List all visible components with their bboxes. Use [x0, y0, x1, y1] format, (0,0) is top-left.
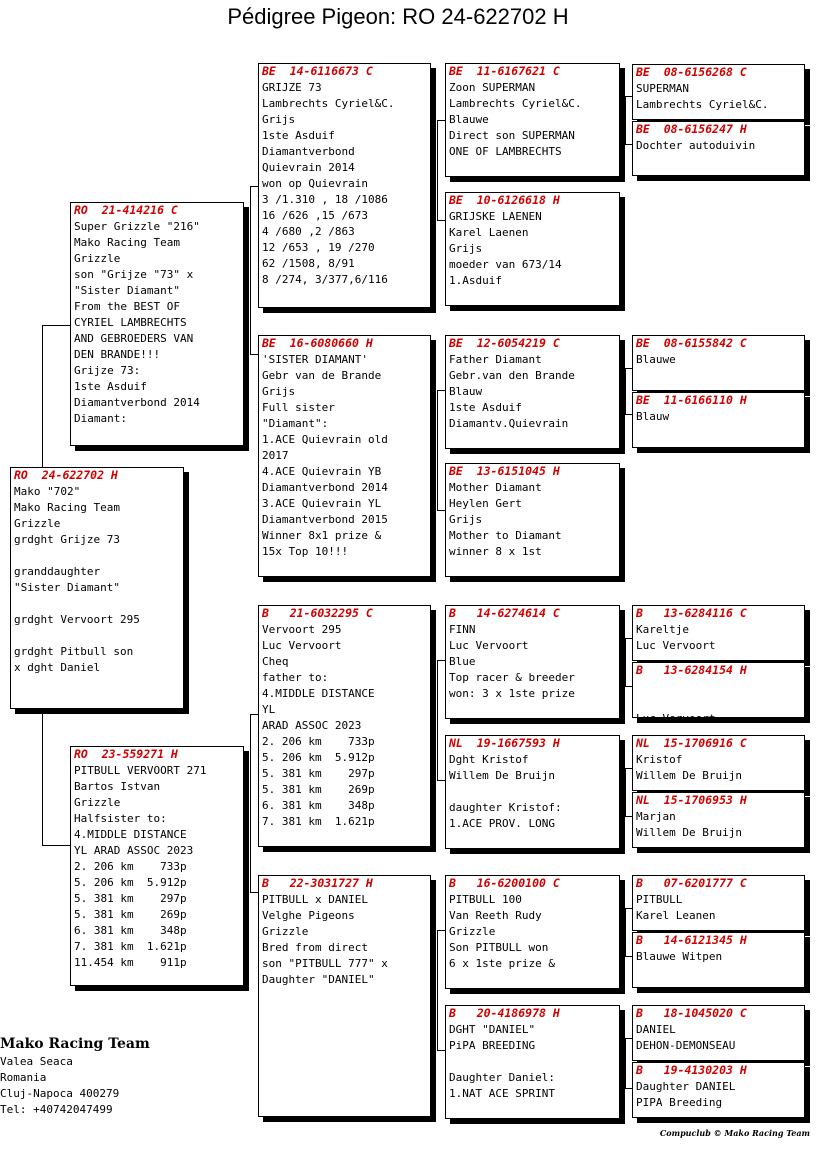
- pigeon-info-line: son "Grijze "73" x: [74, 268, 194, 281]
- pigeon-info-line: 1ste Asduif: [449, 401, 522, 414]
- connector-line: [250, 714, 251, 892]
- pigeon-info-line: [449, 1054, 616, 1070]
- pigeon-info-line: [449, 784, 616, 800]
- pigeon-info-line: Bartos Istvan: [74, 780, 161, 793]
- pigeon-card-gggs-10[interactable]: [632, 662, 805, 725]
- pigeon-info-line: YL: [262, 703, 276, 716]
- pigeon-info-line: 2017: [262, 449, 289, 462]
- pigeon-info-line: Daughter "DANIEL": [262, 973, 375, 986]
- pigeon-info-line: PIPA Breeding: [636, 1096, 723, 1109]
- pigeon-info-line: 62 /1508, 8/91: [262, 257, 355, 270]
- pigeon-info-line: 1ste Asduif: [262, 129, 335, 142]
- pigeon-info-line: Diamantverbond 2014: [74, 396, 200, 409]
- pigeon-info-line: PITBULL VERVOORT 271: [74, 764, 207, 777]
- connector-line: [437, 930, 438, 1050]
- pigeon-info-line: moeder van 673/14: [449, 258, 562, 271]
- pigeon-info-line: Grijs: [449, 242, 483, 255]
- pigeon-info-line: DANIEL: [636, 1023, 676, 1036]
- pigeon-info-line: Diamantverbond 2015: [262, 513, 388, 526]
- pigeon-info-line: [14, 548, 180, 564]
- connector-line: [250, 186, 251, 354]
- pigeon-info-line: 4 /680 ,2 /863: [262, 225, 355, 238]
- pigeon-info-line: DEN BRANDE!!!: [74, 348, 161, 361]
- pigeon-card-gggs-5[interactable]: [632, 335, 805, 391]
- ring-number: B 07-6201777 C: [636, 876, 747, 890]
- pigeon-info-line: winner 8 x 1st: [449, 545, 542, 558]
- pigeon-info-line: 2. 206 km 733p: [74, 860, 187, 873]
- pigeon-info-line: Willem De Bruijn: [449, 769, 555, 782]
- pigeon-info-line: From the BEST OF: [74, 300, 180, 313]
- pigeon-info-line: 4.MIDDLE DISTANCE: [74, 828, 187, 841]
- ring-number: B 19-4130203 H: [636, 1063, 747, 1077]
- ring-number: B 22-3031727 H: [262, 876, 373, 890]
- pigeon-info-line: Diamantv.Quievrain: [449, 417, 569, 430]
- pigeon-info-line: Mother Diamant: [449, 481, 542, 494]
- pigeon-card-ggs-5[interactable]: [445, 605, 620, 719]
- pigeon-info-line: "Diamant":: [262, 417, 329, 430]
- ring-number: RO 23-559271 H: [74, 747, 178, 761]
- pigeon-info-line: Gebr van de Brande: [262, 369, 382, 382]
- pigeon-info-line: Willem De Bruijn: [636, 769, 742, 782]
- pigeon-info-line: DEHON-DEMONSEAU: [636, 1039, 736, 1052]
- address-line: Valea Seaca: [0, 1055, 73, 1068]
- pigeon-info-line: grdght Grijze 73: [14, 533, 120, 546]
- pigeon-info-line: Luc Vervoort: [636, 712, 716, 725]
- pigeon-info-line: Full sister: [262, 401, 335, 414]
- pigeon-info-line: Blauwe: [636, 353, 676, 366]
- pigeon-info-line: Mother to Diamant: [449, 529, 562, 542]
- connector-line: [625, 368, 626, 414]
- pigeon-info-line: Mako Racing Team: [14, 501, 120, 514]
- connector-line: [42, 710, 43, 845]
- pigeon-card-subject[interactable]: [10, 467, 184, 709]
- ring-number: B 20-4186978 H: [449, 1006, 560, 1020]
- pigeon-info-line: CYRIEL LAMBRECHTS: [74, 316, 187, 329]
- pigeon-card-dam-sire[interactable]: [258, 605, 431, 847]
- connector-line: [42, 845, 72, 846]
- pigeon-info-line: [14, 596, 180, 612]
- pigeon-info-line: Blauw: [449, 385, 483, 398]
- address-line: Cluj-Napoca 400279: [0, 1087, 120, 1100]
- ring-number: B 18-1045020 C: [636, 1006, 747, 1020]
- pigeon-info-line: Heylen Gert: [449, 497, 522, 510]
- pigeon-info-line: 11.454 km 911p: [74, 956, 187, 969]
- pigeon-info-line: 7. 381 km 1.621p: [74, 940, 187, 953]
- pigeon-info-line: Grizzle: [74, 252, 121, 265]
- pigeon-info-line: Lambrechts Cyriel&C.: [449, 97, 582, 110]
- pigeon-info-line: 1ste Asduif: [74, 380, 147, 393]
- pigeon-info-line: Son PITBULL won: [449, 941, 549, 954]
- breeder-info: [0, 1034, 150, 1118]
- pigeon-info-line: grdght Pitbull son: [14, 645, 134, 658]
- pigeon-info-line: father to:: [262, 671, 329, 684]
- pigeon-info-line: 5. 381 km 269p: [262, 783, 375, 796]
- pigeon-info-line: Grizzle: [14, 517, 61, 530]
- pigeon-info-line: ONE OF LAMBRECHTS: [449, 145, 562, 158]
- pigeon-info-line: 2. 206 km 733p: [262, 735, 375, 748]
- pigeon-info-line: AND GEBROEDERS VAN: [74, 332, 194, 345]
- pigeon-card-gggs-15[interactable]: [632, 1005, 805, 1061]
- pigeon-info-line: Vervoort 295: [262, 623, 342, 636]
- ring-number: B 16-6200100 C: [449, 876, 560, 890]
- pigeon-card-gggs-13[interactable]: [632, 875, 805, 931]
- ring-number: BE 14-6116673 C: [262, 64, 373, 78]
- pigeon-info-line: 4.ACE Quievrain YB: [262, 465, 382, 478]
- pigeon-info-line: Top racer & breeder: [449, 671, 575, 684]
- pigeon-info-line: Luc Vervoort: [636, 639, 716, 652]
- pigeon-info-line: Halfsister to:: [74, 812, 167, 825]
- pigeon-info-line: Cheq: [262, 655, 289, 668]
- pigeon-info-line: SUPERMAN: [636, 82, 689, 95]
- pigeon-info-line: Kristof: [636, 753, 683, 766]
- pigeon-info-line: Daughter Daniel:: [449, 1071, 555, 1084]
- pigeon-info-line: PiPA BREEDING: [449, 1039, 536, 1052]
- pigeon-info-line: won op Quievrain: [262, 177, 368, 190]
- pigeon-info-line: daughter Kristof:: [449, 801, 562, 814]
- pigeon-card-gggs-2[interactable]: [632, 121, 805, 176]
- pigeon-info-line: Grijs: [262, 385, 296, 398]
- ring-number: B 13-6284154 H: [636, 663, 747, 677]
- pigeon-info-line: 1.NAT ACE SPRINT: [449, 1087, 555, 1100]
- pigeon-info-line: Karel Laenen: [449, 226, 529, 239]
- ring-number: B 14-6274614 C: [449, 606, 560, 620]
- ring-number: BE 12-6054219 C: [449, 336, 560, 350]
- pigeon-info-line: GRIJZE 73: [262, 81, 322, 94]
- breeder-name: Mako Racing Team: [0, 1036, 150, 1052]
- page-title: Pédigree Pigeon: RO 24-622702 H: [227, 4, 569, 29]
- ring-number: BE 10-6126618 H: [449, 193, 560, 207]
- pigeon-info-line: 4.MIDDLE DISTANCE: [262, 687, 375, 700]
- pigeon-info-line: Mako "702": [14, 485, 81, 498]
- pigeon-info-line: Blauw: [636, 410, 670, 423]
- pigeon-info-line: Quievrain 2014: [262, 161, 355, 174]
- pigeon-info-line: GRIJSKE LAENEN: [449, 210, 542, 223]
- pigeon-card-sire-dam[interactable]: [258, 335, 431, 577]
- pigeon-card-gggs-12[interactable]: [632, 792, 805, 848]
- pigeon-info-line: Super Grizzle "216": [74, 220, 200, 233]
- connector-line: [437, 660, 438, 780]
- connector-line: [625, 908, 626, 956]
- pigeon-info-line: [14, 628, 180, 644]
- pigeon-info-line: 5. 206 km 5.912p: [262, 751, 375, 764]
- pigeon-info-line: Grizzle: [449, 925, 496, 938]
- ring-number: BE 11-6166110 H: [636, 393, 747, 407]
- pigeon-info-line: 6. 381 km 348p: [262, 799, 375, 812]
- connector-line: [625, 96, 626, 144]
- pigeon-info-line: won: 3 x 1ste prize: [449, 687, 575, 700]
- pigeon-info-line: Lambrechts Cyriel&C.: [636, 98, 769, 111]
- pigeon-info-line: 5. 381 km 297p: [262, 767, 375, 780]
- pigeon-info-line: 3 /1.310 , 18 /1086: [262, 193, 388, 206]
- pigeon-info-line: ARAD ASSOC 2023: [262, 719, 362, 732]
- ring-number: BE 13-6151045 H: [449, 464, 560, 478]
- pigeon-info-line: 5. 381 km 269p: [74, 908, 187, 921]
- ring-number: NL 15-1706916 C: [636, 736, 747, 750]
- pigeon-info-line: grdght Vervoort 295: [14, 613, 140, 626]
- connector-line: [625, 1038, 626, 1088]
- phone-line: Tel: +40742047499: [0, 1103, 113, 1116]
- connector-line: [437, 390, 438, 510]
- pigeon-info-line: granddaughter: [14, 565, 101, 578]
- ring-number: NL 19-1667593 H: [449, 736, 560, 750]
- connector-line: [625, 768, 626, 816]
- pigeon-info-line: Winner 8x1 prize &: [262, 529, 382, 542]
- pigeon-info-line: Grizzle: [74, 796, 121, 809]
- pigeon-card-gggs-14[interactable]: [632, 932, 805, 988]
- pigeon-info-line: Willem De Bruijn: [636, 826, 742, 839]
- pigeon-info-line: PITBULL x DANIEL: [262, 893, 368, 906]
- credit-text: Compuclub © Mako Racing Team: [659, 1128, 810, 1138]
- pigeon-info-line: 12 /653 , 19 /270: [262, 241, 375, 254]
- pigeon-info-line: PITBULL: [636, 893, 683, 906]
- ring-number: NL 15-1706953 H: [636, 793, 747, 807]
- pigeon-card-ggs-1[interactable]: [445, 63, 620, 177]
- pigeon-info-line: Blauwe: [449, 113, 489, 126]
- pigeon-info-line: Diamantverbond 2014: [262, 481, 388, 494]
- connector-line: [42, 325, 72, 326]
- pigeon-info-line: 6 x 1ste prize &: [449, 957, 555, 970]
- pigeon-info-line: "Sister Diamant": [14, 581, 120, 594]
- pigeon-info-line: 5. 381 km 297p: [74, 892, 187, 905]
- pigeon-info-line: "Sister Diamant": [74, 284, 180, 297]
- pigeon-card-ggs-3[interactable]: [445, 335, 620, 449]
- ring-number: BE 08-6156268 C: [636, 65, 747, 79]
- pigeon-info-line: DGHT "DANIEL": [449, 1023, 536, 1036]
- pigeon-info-line: [636, 679, 801, 695]
- pigeon-info-line: FINN: [449, 623, 476, 636]
- pigeon-info-line: Bred from direct: [262, 941, 368, 954]
- pigeon-info-line: Blauwe Witpen: [636, 950, 723, 963]
- pigeon-card-gggs-16[interactable]: [632, 1062, 805, 1118]
- pigeon-info-line: 1.ACE Quievrain old: [262, 433, 388, 446]
- pigeon-info-line: Dochter autoduivin: [636, 139, 756, 152]
- connector-line: [437, 120, 438, 220]
- ring-number: BE 11-6167621 C: [449, 64, 560, 78]
- pigeon-info-line: 5. 206 km 5.912p: [74, 876, 187, 889]
- pigeon-card-sire[interactable]: [70, 202, 244, 446]
- pigeon-info-line: Direct son SUPERMAN: [449, 129, 575, 142]
- pigeon-info-line: PITBULL 100: [449, 893, 522, 906]
- pigeon-card-ggs-8[interactable]: [445, 1005, 620, 1119]
- ring-number: BE 08-6156247 H: [636, 122, 747, 136]
- pigeon-info-line: Blue: [449, 655, 476, 668]
- pigeon-info-line: Marjan: [636, 810, 676, 823]
- connector-line: [625, 638, 626, 686]
- pigeon-info-line: Daughter DANIEL: [636, 1080, 736, 1093]
- pigeon-info-line: 7. 381 km 1.621p: [262, 815, 375, 828]
- pigeon-info-line: Grijs: [449, 513, 483, 526]
- pigeon-info-line: Grizzle: [262, 925, 309, 938]
- pigeon-card-gggs-6[interactable]: [632, 392, 805, 448]
- pigeon-info-line: [636, 695, 801, 711]
- ring-number: RO 24-622702 H: [14, 468, 118, 482]
- pigeon-info-line: Kareltje: [636, 623, 689, 636]
- pigeon-info-line: 8 /274, 3/377,6/116: [262, 273, 388, 286]
- address-line: Romania: [0, 1071, 47, 1084]
- pigeon-info-line: Lambrechts Cyriel&C.: [262, 97, 395, 110]
- connector-line: [42, 325, 43, 468]
- ring-number: B 21-6032295 C: [262, 606, 373, 620]
- pigeon-info-line: Mako Racing Team: [74, 236, 180, 249]
- pigeon-info-line: Father Diamant: [449, 353, 542, 366]
- pigeon-card-ggs-4[interactable]: [445, 463, 620, 577]
- ring-number: BE 08-6155842 C: [636, 336, 747, 350]
- pigeon-info-line: son "PITBULL 777" x: [262, 957, 388, 970]
- pigeon-info-line: 3.ACE Quievrain YL: [262, 497, 382, 510]
- pigeon-info-line: 1.ACE PROV. LONG: [449, 817, 555, 830]
- pigeon-card-ggs-7[interactable]: [445, 875, 620, 989]
- pigeon-card-dam-dam[interactable]: [258, 875, 431, 1117]
- pigeon-info-line: Gebr.van den Brande: [449, 369, 575, 382]
- ring-number: BE 16-6080660 H: [262, 336, 373, 350]
- pigeon-info-line: Luc Vervoort: [449, 639, 529, 652]
- pigeon-info-line: Grijs: [262, 113, 296, 126]
- pigeon-info-line: Grijze 73:: [74, 364, 141, 377]
- pigeon-info-line: Dght Kristof: [449, 753, 529, 766]
- ring-number: B 13-6284116 C: [636, 606, 747, 620]
- pigeon-info-line: Zoon SUPERMAN: [449, 81, 536, 94]
- pigeon-info-line: x dght Daniel: [14, 661, 101, 674]
- pigeon-card-gggs-9[interactable]: [632, 605, 805, 661]
- pigeon-card-gggs-11[interactable]: [632, 735, 805, 791]
- pigeon-info-line: Luc Vervoort: [262, 639, 342, 652]
- pigeon-info-line: Karel Leanen: [636, 909, 716, 922]
- pigeon-card-ggs-6[interactable]: [445, 735, 620, 849]
- pigeon-card-gggs-1[interactable]: [632, 64, 805, 120]
- ring-number: B 14-6121345 H: [636, 933, 747, 947]
- pigeon-card-ggs-2[interactable]: [445, 192, 620, 306]
- pigeon-info-line: Van Reeth Rudy: [449, 909, 542, 922]
- pigeon-info-line: 6. 381 km 348p: [74, 924, 187, 937]
- pigeon-card-sire-sire[interactable]: [258, 63, 431, 308]
- ring-number: RO 21-414216 C: [74, 203, 178, 217]
- pigeon-info-line: 15x Top 10!!!: [262, 545, 349, 558]
- pigeon-info-line: Velghe Pigeons: [262, 909, 355, 922]
- pigeon-info-line: Diamantverbond: [262, 145, 355, 158]
- pigeon-card-dam[interactable]: [70, 746, 244, 986]
- pigeon-info-line: 'SISTER DIAMANT': [262, 353, 368, 366]
- pigeon-info-line: 16 /626 ,15 /673: [262, 209, 368, 222]
- pigeon-info-line: YL ARAD ASSOC 2023: [74, 844, 194, 857]
- pigeon-info-line: Diamant:: [74, 412, 127, 425]
- pigeon-info-line: 1.Asduif: [449, 274, 502, 287]
